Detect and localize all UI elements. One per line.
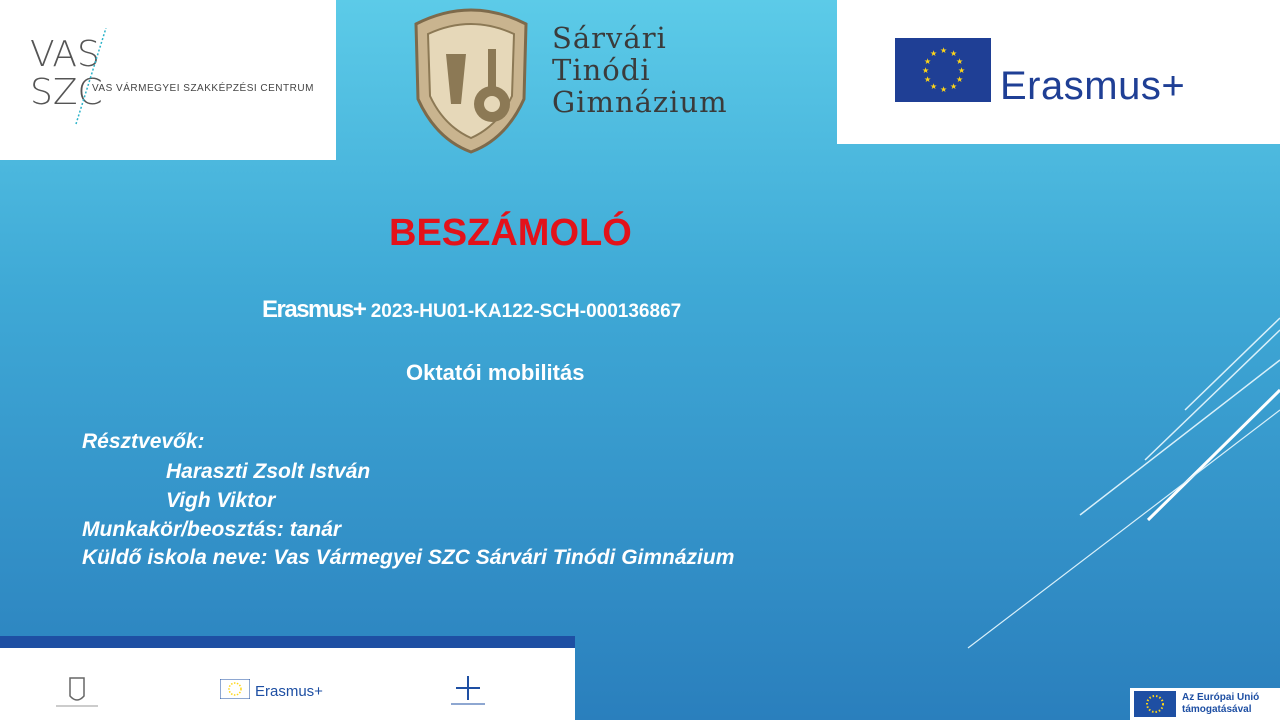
- svg-text:SZC: SZC: [30, 72, 103, 113]
- mobility-subtitle: Oktatói mobilitás: [406, 360, 585, 385]
- svg-text:★: ★: [922, 66, 930, 75]
- eu-flag-badge-icon: [1134, 691, 1176, 717]
- sending-school-line: Küldő iskola neve: Vas Vármegyei SZC Sárvári Tinódi Gimnázium: [82, 546, 735, 569]
- tempus-foundation-icon: [445, 672, 491, 708]
- school-crest-icon: [406, 4, 536, 156]
- project-code: 2023-HU01-KA122-SCH-000136867: [370, 301, 682, 322]
- project-code-line: [262, 296, 681, 324]
- svg-text:★: ★: [940, 85, 948, 94]
- eu-support-badge: [1130, 688, 1280, 720]
- svg-text:★: ★: [924, 75, 932, 84]
- program-brand: Erasmus+: [262, 296, 366, 323]
- szc-monogram-icon: [28, 28, 108, 128]
- decorative-lines: [960, 300, 1280, 660]
- svg-text:★: ★: [950, 82, 958, 91]
- svg-text:VAS: VAS: [30, 34, 100, 75]
- erasmus-logo-text: Erasmus+: [1000, 64, 1186, 108]
- szc-logo-text: VAS VÁRMEGYEI SZAKKÉPZÉSI CENTRUM: [92, 83, 314, 94]
- school-name-line-3: Gimnázium: [552, 85, 728, 119]
- erasmus-small-text: Erasmus+: [255, 683, 323, 700]
- footer-blue-band: [0, 636, 575, 648]
- svg-text:★: ★: [958, 66, 966, 75]
- svg-text:★: ★: [950, 49, 958, 58]
- svg-text:★: ★: [956, 75, 964, 84]
- svg-text:★: ★: [940, 46, 948, 55]
- school-name: [552, 22, 728, 118]
- role-line: Munkakör/beosztás: tanár: [82, 518, 342, 541]
- eu-flag-small-icon: [220, 679, 250, 699]
- svg-text:★: ★: [930, 82, 938, 91]
- hungarian-government-icon: [52, 672, 102, 712]
- school-name-line-2: Tinódi: [552, 53, 651, 87]
- participant-2: Vigh Viktor: [166, 489, 276, 512]
- eu-support-text: Az Európai Unió támogatásával: [1182, 692, 1260, 715]
- page-title: BESZÁMOLÓ: [389, 212, 632, 254]
- svg-text:★: ★: [930, 49, 938, 58]
- footer-logo-strip: [0, 636, 575, 720]
- eu-flag-icon: [895, 38, 991, 102]
- participants-label: Résztvevők:: [82, 430, 205, 453]
- szc-logo-panel: [0, 0, 336, 160]
- erasmus-logo-panel: [837, 0, 1280, 144]
- svg-text:★: ★: [956, 57, 964, 66]
- school-name-line-1: Sárvári: [552, 21, 667, 55]
- svg-text:★: ★: [924, 57, 932, 66]
- participant-1: Haraszti Zsolt István: [166, 460, 371, 483]
